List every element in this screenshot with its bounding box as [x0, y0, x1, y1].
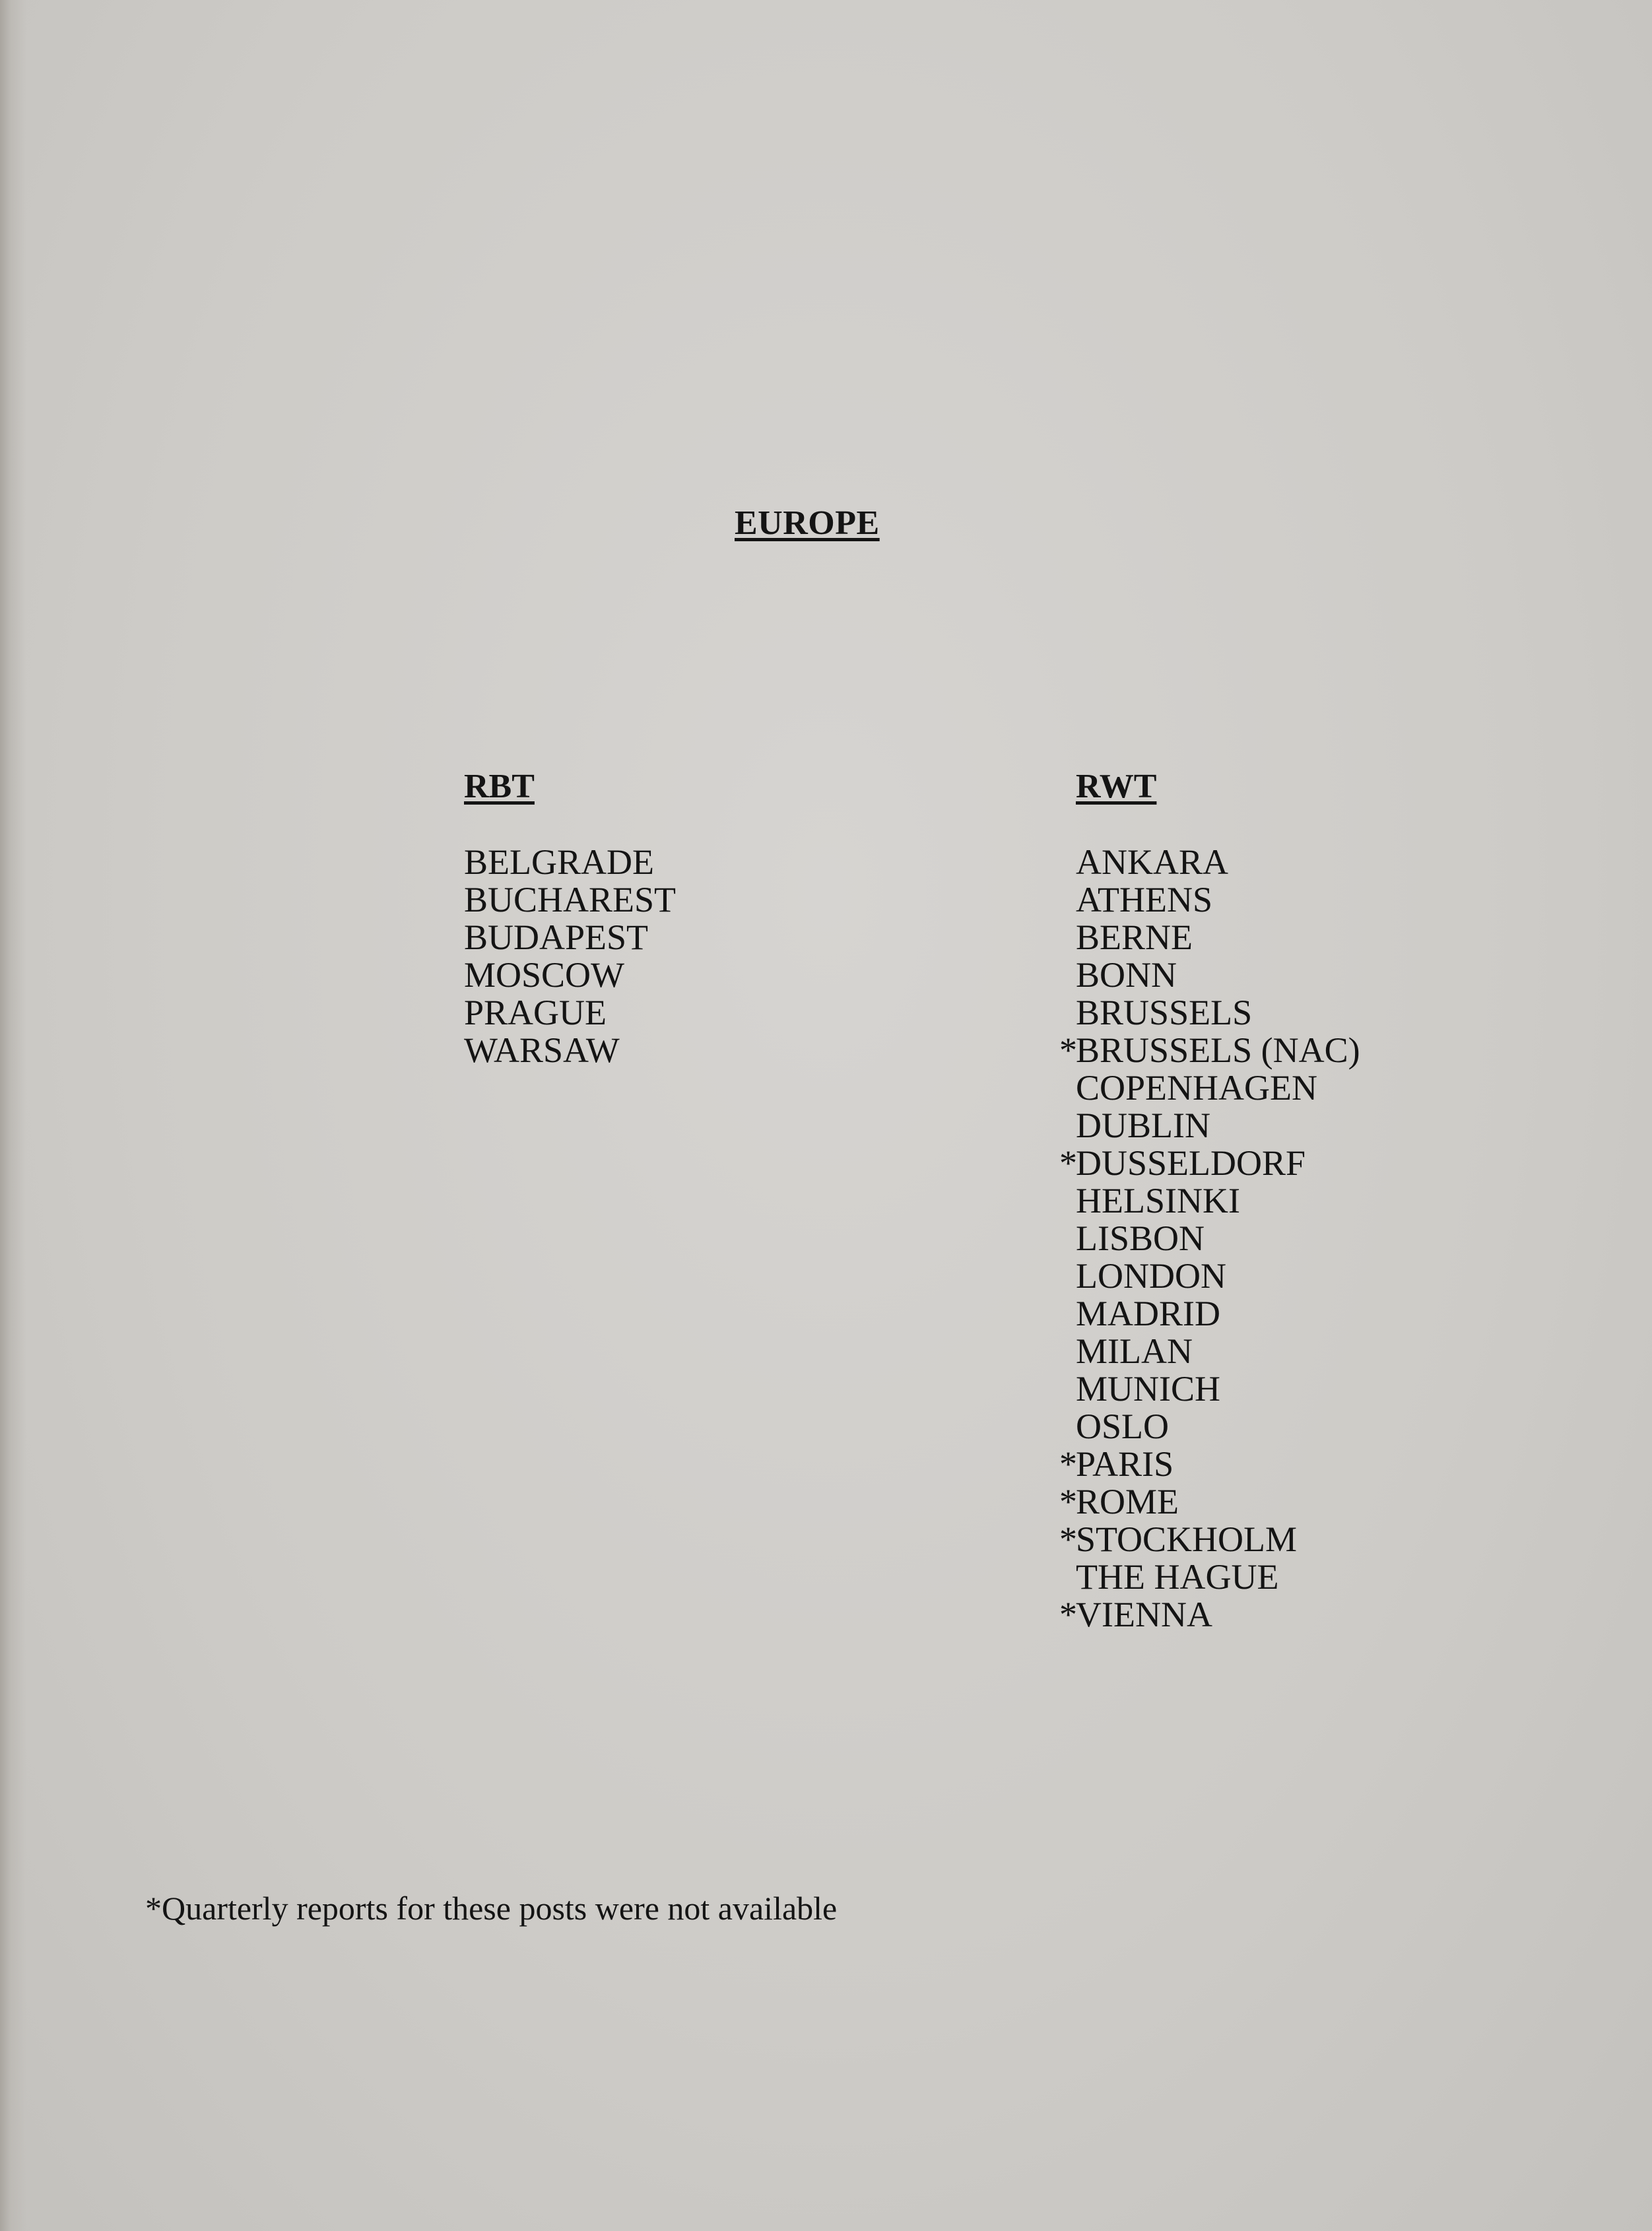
rwt-column-heading: RWT: [1076, 768, 1157, 805]
rwt-post-item: [1059, 1182, 1360, 1220]
unavailable-report-mark: *: [1059, 1595, 1077, 1634]
rwt-post-item: [1059, 881, 1360, 919]
rwt-post-name: PARIS: [1076, 1444, 1174, 1484]
rwt-post-item: [1059, 1333, 1360, 1370]
rwt-post-name: BONN: [1076, 955, 1177, 995]
rwt-post-name: MILAN: [1076, 1331, 1193, 1371]
rwt-post-name: BRUSSELS: [1076, 993, 1253, 1032]
unavailable-report-mark: *: [1059, 1444, 1077, 1484]
rwt-post-name: ROME: [1076, 1482, 1179, 1521]
rwt-post-name: MADRID: [1076, 1294, 1221, 1333]
rbt-post-item: BUCHAREST: [464, 880, 677, 919]
rbt-post-item: BUDAPEST: [464, 917, 649, 957]
rbt-post-item: MOSCOW: [464, 955, 625, 995]
rwt-post-item: [1059, 1408, 1360, 1446]
unavailable-report-mark: *: [1059, 1143, 1077, 1183]
rwt-post-name: ATHENS: [1076, 880, 1213, 919]
rbt-post-item: WARSAW: [464, 1030, 620, 1070]
rwt-post-name: MUNICH: [1076, 1369, 1221, 1409]
rwt-post-name: OSLO: [1076, 1407, 1170, 1446]
rwt-post-name: DUSSELDORF: [1076, 1143, 1306, 1183]
rwt-post-item: [1059, 1220, 1360, 1257]
region-heading: EUROPE: [735, 504, 880, 542]
rwt-post-item: [1059, 1032, 1360, 1069]
rbt-column-heading: RBT: [464, 768, 535, 805]
rwt-post-item: [1059, 1370, 1360, 1408]
rbt-post-item: BELGRADE: [464, 842, 654, 882]
rwt-post-name: ANKARA: [1076, 842, 1229, 882]
rbt-post-item: PRAGUE: [464, 993, 607, 1032]
rwt-post-item: [1059, 919, 1360, 956]
rwt-post-item: [1059, 1446, 1360, 1483]
rwt-post-name: BERNE: [1076, 917, 1193, 957]
footnote: *Quarterly reports for these posts were not available: [145, 1890, 838, 1927]
rbt-post-list: [464, 844, 676, 1069]
rwt-post-name: LONDON: [1076, 1256, 1226, 1296]
rwt-post-item: [1059, 1521, 1360, 1558]
rwt-post-item: [1059, 1483, 1360, 1521]
rwt-post-item: [1059, 1145, 1360, 1182]
rwt-post-item: [1059, 844, 1360, 881]
rwt-post-item: [1059, 1069, 1360, 1107]
rwt-post-item: [1059, 1596, 1360, 1634]
unavailable-report-mark: *: [1059, 1519, 1077, 1559]
rwt-post-name: LISBON: [1076, 1218, 1205, 1258]
rwt-post-name: DUBLIN: [1076, 1106, 1210, 1145]
rwt-post-name: STOCKHOLM: [1076, 1519, 1298, 1559]
rwt-post-item: [1059, 956, 1360, 994]
page-edge-shadow: [0, 0, 26, 2231]
rwt-post-item: [1059, 1107, 1360, 1145]
rwt-post-item: [1059, 1257, 1360, 1295]
rwt-post-name: COPENHAGEN: [1076, 1068, 1318, 1108]
rwt-post-item: [1059, 994, 1360, 1032]
unavailable-report-mark: *: [1059, 1482, 1077, 1521]
rwt-post-name: BRUSSELS (NAC): [1076, 1030, 1360, 1070]
rwt-post-name: HELSINKI: [1076, 1181, 1240, 1220]
rwt-post-item: [1059, 1558, 1360, 1596]
unavailable-report-mark: *: [1059, 1030, 1077, 1070]
rwt-post-name: THE HAGUE: [1076, 1557, 1279, 1597]
rwt-post-list: [1059, 844, 1360, 1634]
rwt-post-item: [1059, 1295, 1360, 1333]
rwt-post-name: VIENNA: [1076, 1595, 1212, 1634]
